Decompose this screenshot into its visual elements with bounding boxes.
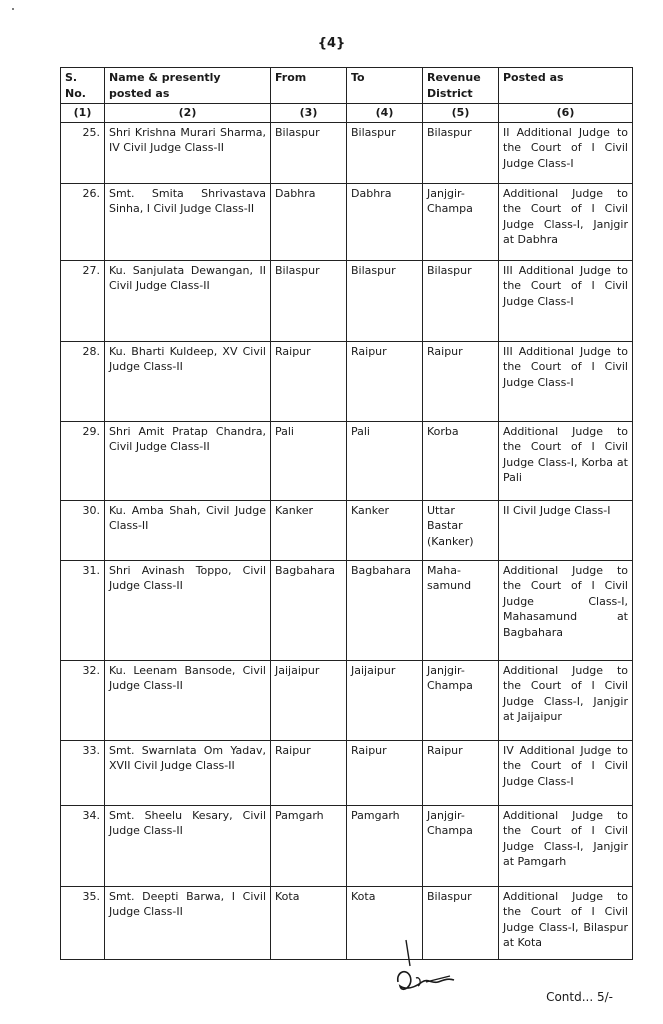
posted-as: Additional Judge to the Court of I Civil Judge Class-I, Mahasamund at Bagbahara bbox=[499, 560, 633, 660]
to-place: Bagbahara bbox=[347, 560, 423, 660]
posted-as: II Civil Judge Class-I bbox=[499, 500, 633, 560]
header-from: From bbox=[271, 68, 347, 104]
officer-name: Ku. Bharti Kuldeep, XV Civil Judge Class-II bbox=[105, 341, 271, 421]
serial-number: 27. bbox=[61, 260, 105, 341]
from-place: Kanker bbox=[271, 500, 347, 560]
header-name: Name & presently posted as bbox=[105, 68, 271, 104]
from-place: Pali bbox=[271, 421, 347, 500]
to-place: Bilaspur bbox=[347, 260, 423, 341]
table-row bbox=[61, 260, 633, 341]
table-row bbox=[61, 183, 633, 260]
table-row bbox=[61, 341, 633, 421]
posted-as: Additional Judge to the Court of I Civil Judge Class-I, Janjgir at Dabhra bbox=[499, 183, 633, 260]
to-place: Pamgarh bbox=[347, 805, 423, 886]
revenue-district: Maha-samund bbox=[423, 560, 499, 660]
serial-number: 26. bbox=[61, 183, 105, 260]
table-row bbox=[61, 421, 633, 500]
column-number: (6) bbox=[499, 104, 633, 123]
serial-number: 30. bbox=[61, 500, 105, 560]
column-number: (1) bbox=[61, 104, 105, 123]
officer-name: Smt. Swarnlata Om Yadav, XVII Civil Judge Class-II bbox=[105, 740, 271, 805]
posted-as: Additional Judge to the Court of I Civil Judge Class-I, Bilaspur at Kota bbox=[499, 886, 633, 959]
column-number: (5) bbox=[423, 104, 499, 123]
revenue-district: Bilaspur bbox=[423, 122, 499, 183]
revenue-district: Janjgir-Champa bbox=[423, 183, 499, 260]
from-place: Dabhra bbox=[271, 183, 347, 260]
revenue-district: Uttar Bastar (Kanker) bbox=[423, 500, 499, 560]
serial-number: 34. bbox=[61, 805, 105, 886]
to-place: Pali bbox=[347, 421, 423, 500]
revenue-district: Raipur bbox=[423, 341, 499, 421]
header-row bbox=[61, 68, 633, 104]
from-place: Bagbahara bbox=[271, 560, 347, 660]
revenue-district: Korba bbox=[423, 421, 499, 500]
from-place: Kota bbox=[271, 886, 347, 959]
officer-name: Ku. Leenam Bansode, Civil Judge Class-II bbox=[105, 660, 271, 740]
column-number: (4) bbox=[347, 104, 423, 123]
posted-as: Additional Judge to the Court of I Civil Judge Class-I, Janjgir at Pamgarh bbox=[499, 805, 633, 886]
officer-name: Shri Avinash Toppo, Civil Judge Class-II bbox=[105, 560, 271, 660]
revenue-district: Bilaspur bbox=[423, 260, 499, 341]
transfer-order-table bbox=[60, 67, 633, 960]
to-place: Jaijaipur bbox=[347, 660, 423, 740]
table-row bbox=[61, 740, 633, 805]
serial-number: 31. bbox=[61, 560, 105, 660]
serial-number: 28. bbox=[61, 341, 105, 421]
scan-speck bbox=[12, 8, 14, 10]
from-place: Bilaspur bbox=[271, 260, 347, 341]
posted-as: II Additional Judge to the Court of I Civil Judge Class-I bbox=[499, 122, 633, 183]
table-row bbox=[61, 560, 633, 660]
to-place: Dabhra bbox=[347, 183, 423, 260]
table-row bbox=[61, 122, 633, 183]
serial-number: 35. bbox=[61, 886, 105, 959]
signature-icon bbox=[392, 938, 472, 1000]
column-number: (2) bbox=[105, 104, 271, 123]
table-row bbox=[61, 660, 633, 740]
officer-name: Shri Krishna Murari Sharma, IV Civil Judge Class-II bbox=[105, 122, 271, 183]
to-place: Raipur bbox=[347, 740, 423, 805]
continued-note: Contd... 5/- bbox=[546, 990, 613, 1004]
to-place: Kota bbox=[347, 886, 423, 959]
to-place: Kanker bbox=[347, 500, 423, 560]
column-number-row bbox=[61, 104, 633, 123]
serial-number: 25. bbox=[61, 122, 105, 183]
header-sno: S. No. bbox=[61, 68, 105, 104]
page-number: {4} bbox=[317, 36, 346, 51]
from-place: Raipur bbox=[271, 341, 347, 421]
header-to: To bbox=[347, 68, 423, 104]
posted-as: Additional Judge to the Court of I Civil Judge Class-I, Janjgir at Jaijaipur bbox=[499, 660, 633, 740]
officer-name: Ku. Sanjulata Dewangan, II Civil Judge Class-II bbox=[105, 260, 271, 341]
header-district: Revenue District bbox=[423, 68, 499, 104]
serial-number: 32. bbox=[61, 660, 105, 740]
posted-as: Additional Judge to the Court of I Civil Judge Class-I, Korba at Pali bbox=[499, 421, 633, 500]
serial-number: 29. bbox=[61, 421, 105, 500]
column-number: (3) bbox=[271, 104, 347, 123]
header-posted: Posted as bbox=[499, 68, 633, 104]
officer-name: Ku. Amba Shah, Civil Judge Class-II bbox=[105, 500, 271, 560]
from-place: Jaijaipur bbox=[271, 660, 347, 740]
posted-as: IV Additional Judge to the Court of I Civil Judge Class-I bbox=[499, 740, 633, 805]
to-place: Bilaspur bbox=[347, 122, 423, 183]
officer-name: Smt. Deepti Barwa, I Civil Judge Class-II bbox=[105, 886, 271, 959]
from-place: Raipur bbox=[271, 740, 347, 805]
from-place: Pamgarh bbox=[271, 805, 347, 886]
officer-name: Smt. Sheelu Kesary, Civil Judge Class-II bbox=[105, 805, 271, 886]
revenue-district: Janjgir-Champa bbox=[423, 805, 499, 886]
revenue-district: Raipur bbox=[423, 740, 499, 805]
revenue-district: Janjgir-Champa bbox=[423, 660, 499, 740]
posted-as: III Additional Judge to the Court of I Civil Judge Class-I bbox=[499, 260, 633, 341]
to-place: Raipur bbox=[347, 341, 423, 421]
serial-number: 33. bbox=[61, 740, 105, 805]
officer-name: Shri Amit Pratap Chandra, Civil Judge Class-II bbox=[105, 421, 271, 500]
from-place: Bilaspur bbox=[271, 122, 347, 183]
officer-name: Smt. Smita Shrivastava Sinha, I Civil Judge Class-II bbox=[105, 183, 271, 260]
table-row bbox=[61, 886, 633, 959]
posted-as: III Additional Judge to the Court of I Civil Judge Class-I bbox=[499, 341, 633, 421]
table-row bbox=[61, 805, 633, 886]
revenue-district: Bilaspur bbox=[423, 886, 499, 959]
table-row bbox=[61, 500, 633, 560]
